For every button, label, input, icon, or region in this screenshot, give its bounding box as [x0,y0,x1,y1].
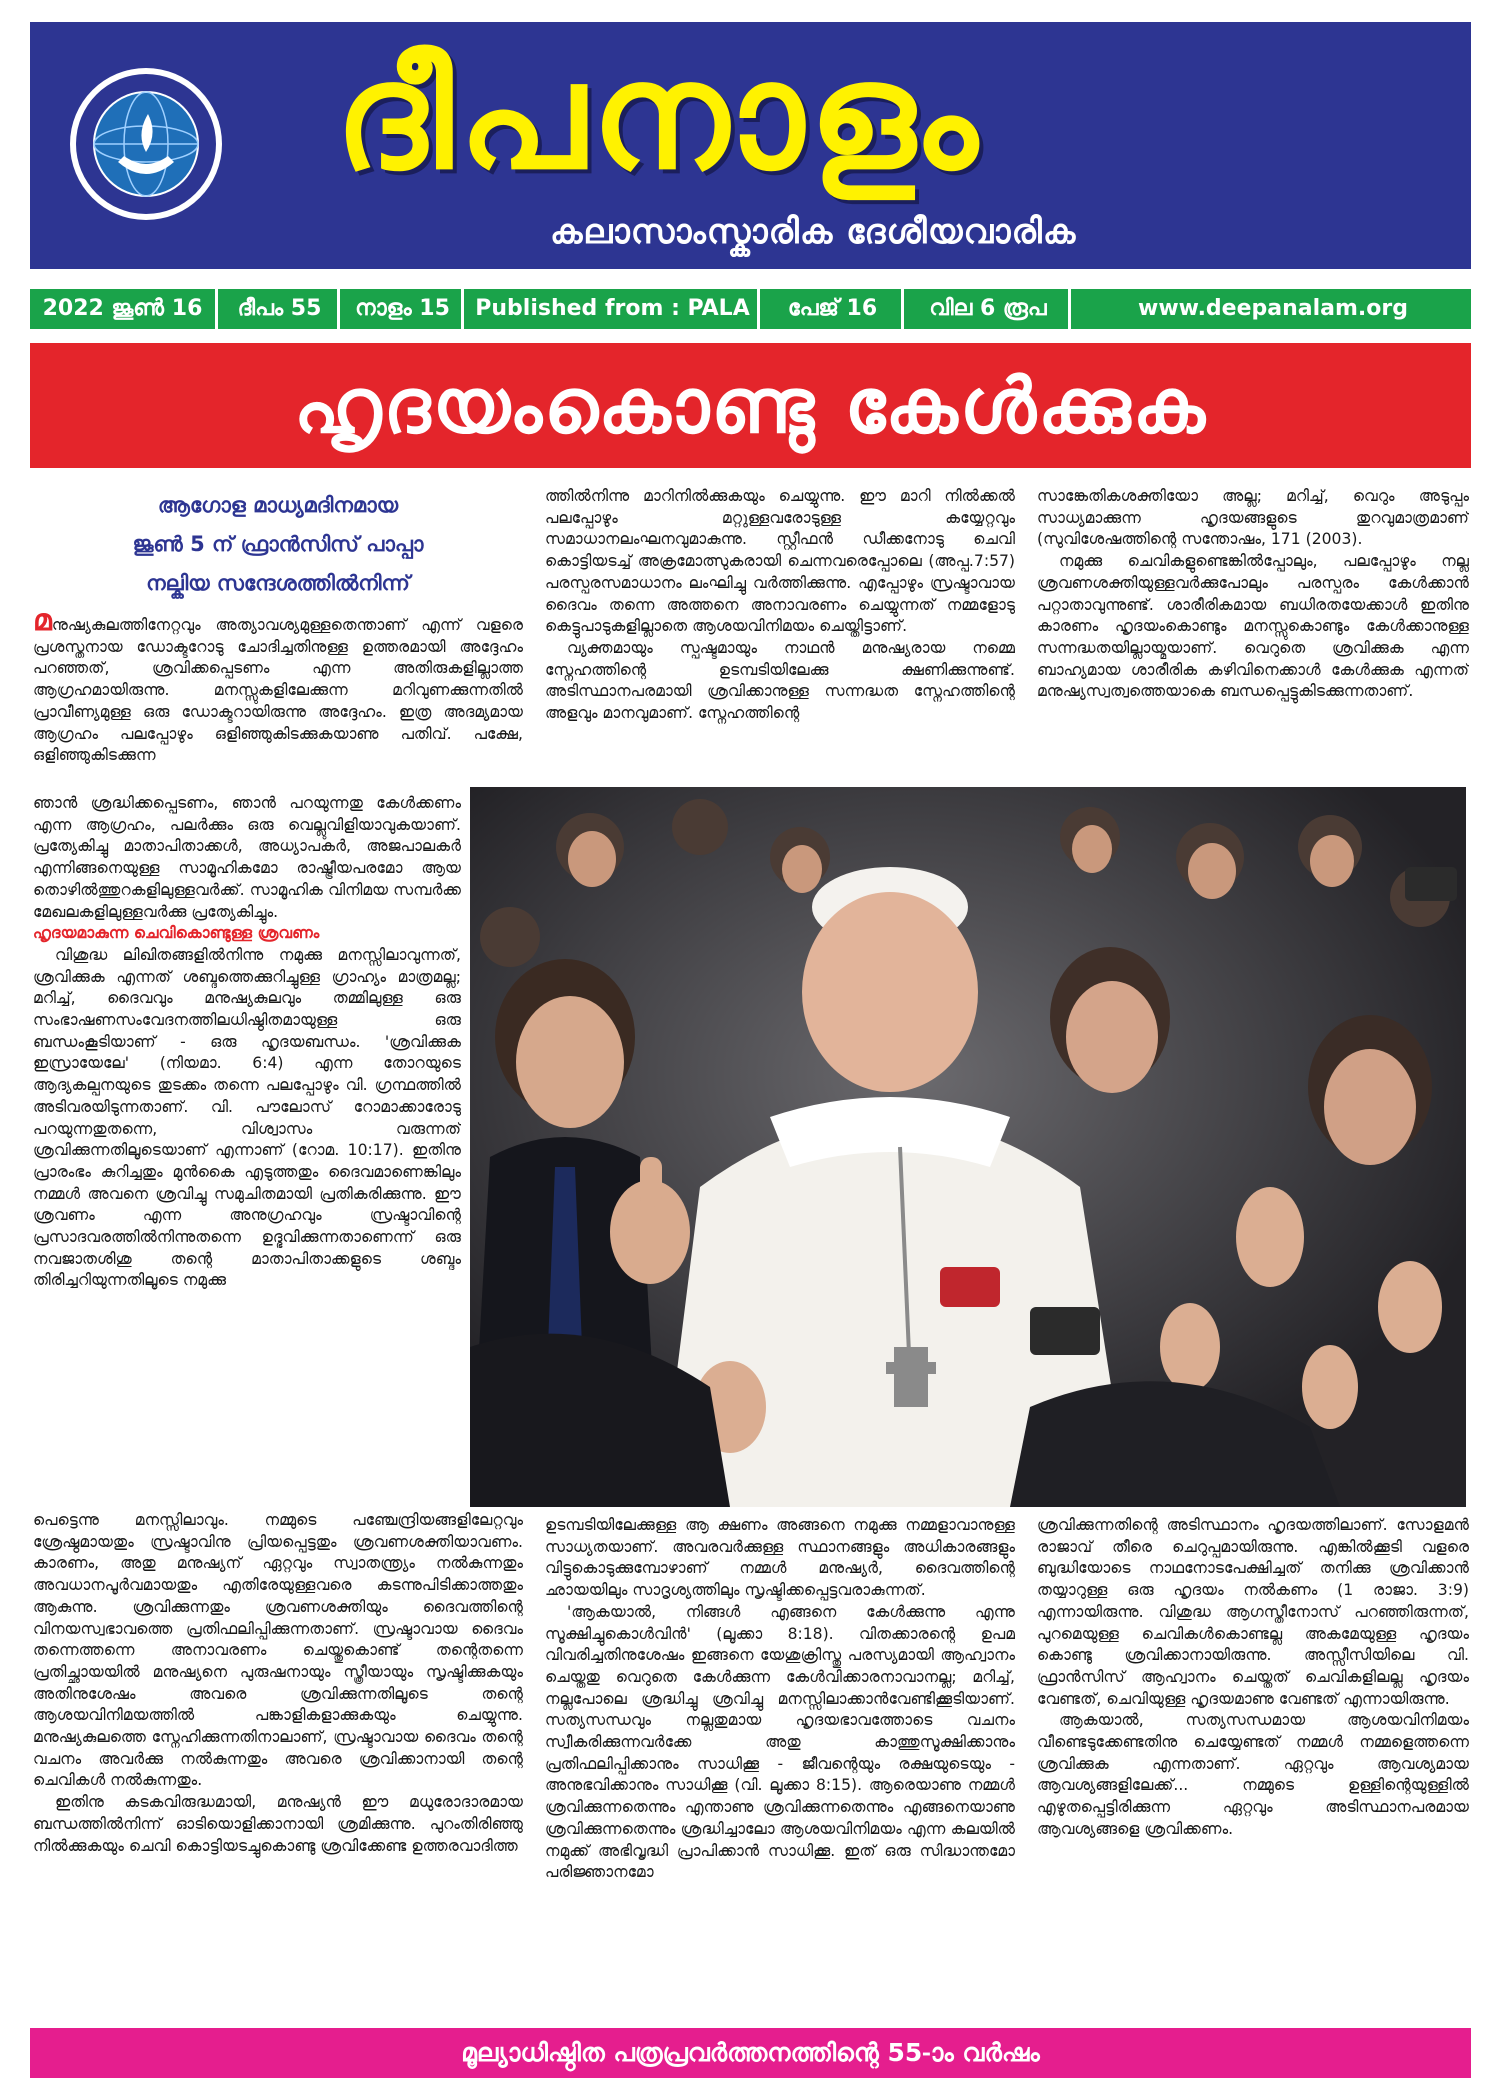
column-1-top [33,610,523,790]
column-3-bottom [1037,1515,1469,2020]
drop-cap: മ [33,610,52,638]
issue-date: 2022 ജൂൺ 16 [30,289,218,329]
column-3-top [1037,486,1469,782]
paragraph: പെട്ടെന്നു മനസ്സിലാവും. നമ്മുടെ പഞ്ചേന്ദ്രിയങ്ങളിലേറ്റവും ശ്രേഷ്ഠമായതും സ്രഷ്ടാവിനു പ്രിയപ്പെട്ടതും ശ്രവണശക്തിയാവണം. കാരണം, അതു മനുഷ്യന് ഏറ്റവും സ്വാതന്ത്ര്യം നൽകുന്നതും അവധാനപൂർവമായതും എതിരേയുള്ളവരെ കടന്നുപിടിക്കാത്തതും ആകുന്നു. ശ്രവിക്കുന്നതും ശ്രവണശക്തിയും ദൈവത്തിന്റെ വിനയസ്വഭാവത്തെ പ്രതിഫലിപ്പിക്കുന്നതാണ്. സ്രഷ്ടാവായ ദൈവം തന്നെത്തന്നെ അനാവരണം ചെയ്തുകൊണ്ട് തന്റെതന്നെ പ്രതിച്ഛായയിൽ മനുഷ്യനെ പുരുഷനായും സ്ത്രീയായും സൃഷ്ടിക്കുകയും അതിനുശേഷം അവരെ ശ്രവിക്കുന്നതിലൂടെ തന്റെ ആശയവിനിമയത്തിൽ പങ്കാളികളാക്കുകയും ചെയ്യുന്നു. മനുഷ്യകുലത്തെ സ്നേഹിക്കുന്നതിനാലാണ്, സ്രഷ്ടാവായ ദൈവം തന്റെ വചനം അവർക്കു നൽകുന്നതും അവരെ ശ്രവിക്കാനായി തന്റെ ചെവികൾ നൽകുന്നതും. [33,1511,523,1790]
paragraph: വ്യക്തമായും സ്പഷ്ടമായും നാഥൻ മനുഷ്യരായ നമ്മെ സ്നേഹത്തിന്റെ ഉടമ്പടിയിലേക്കു ക്ഷണിക്കുന്നുണ്ട്. അടിസ്ഥാനപരമായി ശ്രവിക്കാനുള്ള സന്നദ്ധത സ്നേഹത്തിന്റെ അളവും മാനവുമാണ്. സ്നേഹത്തിന്റെ [545,638,1015,723]
column-1-side [33,793,461,1507]
published-from: Published from : PALA [468,289,760,329]
main-headline: ഹൃദയംകൊണ്ടു കേൾക്കുക [30,343,1471,468]
newspaper-title: ദീപനാളം [335,30,984,202]
issue-volume: ദീപം 55 [222,289,340,329]
footer-banner: മൂല്യാധിഷ്ഠിത പത്രപ്രവർത്തനത്തിന്റെ 55-ാം വർഷം [30,2028,1471,2078]
section-subheading: ഹൃദയമാകുന്ന ചെവികൊണ്ടുള്ള ശ്രവണം [33,924,320,943]
paragraph: സാങ്കേതികശക്തിയോ അല്ല; മറിച്ച്, വെറും അടുപ്പം സാധ്യമാക്കുന്ന ഹൃദയങ്ങളുടെ തുറവുമാത്രമാണ് (സുവിശേഷത്തിന്റെ സന്തോഷം, 171 (2003). [1037,487,1469,549]
column-2-top [545,486,1015,782]
column-1-bottom [33,1510,523,2020]
article-lead-line: ജൂൺ 5 ന് ഫ്രാൻസിസ് പാപ്പാ [132,532,424,556]
issue-info-bar [30,289,1471,329]
masthead [30,22,1471,269]
article-lead-line: നല്കിയ സന്ദേശത്തിൽനിന്ന് [146,571,410,595]
issue-number: നാളം 15 [344,289,464,329]
page-count: പേജ് 16 [764,289,904,329]
paragraph: 'ആകയാൽ, നിങ്ങൾ എങ്ങനെ കേൾക്കുന്നു എന്നു സൂക്ഷിച്ചുകൊൾവിൻ' (ലൂക്കാ 8:18). വിതക്കാരന്റെ ഉപമ വിവരിച്ചതിനുശേഷം ഇങ്ങനെ യേശുക്രിസ്തു പരസ്യമായി ആഹ്വാനം ചെയ്തതു വെറുതെ കേൾക്കുന്ന കേൾവിക്കാരനാവാനല്ല; മറിച്ച്, നല്ലപോലെ ശ്രദ്ധിച്ചു ശ്രവിച്ചു മനസ്സിലാക്കാൻവേണ്ടിക്കൂടിയാണ്. സത്യസന്ധവും നല്ലതുമായ ഹൃദയഭാവത്തോടെ വചനം സ്വീകരിക്കുന്നവർക്കേ അതു കാത്തുസൂക്ഷിക്കാനും പ്രതിഫലിപ്പിക്കാനും സാധിക്കൂ - ജീവന്റെയും രക്ഷയുടെയും - അനുഭവിക്കാനും സാധിക്കൂ (വി. ലൂക്കാ 8:15). ആരെയാണു നമ്മൾ ശ്രവിക്കുന്നതെന്നും എന്താണു ശ്രവിക്കുന്നതെന്നും എങ്ങനെയാണു ശ്രവിക്കുന്നതെന്നും ശ്രദ്ധിച്ചാലോ ആശയവിനിമയം എന്ന കലയിൽ നമുക്ക് അഭിവൃദ്ധി പ്രാപിക്കാൻ സാധിക്കൂ. ഇത് ഒരു സിദ്ധാന്തമോ പരിജ്ഞാനമോ [545,1602,1015,1882]
paragraph: നുഷ്യകുലത്തിനേറ്റവും അത്യാവശ്യമുള്ളതെന്താണ് എന്ന് വളരെ പ്രശസ്തനായ ഡോക്ടറോടു ചോദിച്ചതിനുള്ള ഉത്തരമായി അദ്ദേഹം പറഞ്ഞത്, ശ്രവിക്കപ്പെടണം എന്ന അതിരുകളില്ലാത്ത ആഗ്രഹമായിരുന്നു. മനസ്സുകളിലേക്കുന്ന മറിവുണക്കുന്നതിൽ പ്രാവീണ്യമുള്ള ഒരു ഡോക്ടറായിരുന്നു അദ്ദേഹം. ഇത്ര അദമ്യമായ ആഗ്രഹം പലപ്പോഴും ഒളിഞ്ഞുകിടക്കുകയാണു പതിവ്. പക്ഷേ, ഒളിഞ്ഞുകിടക്കുന്ന [33,616,523,765]
globe-lamp-logo [66,64,226,224]
article-lead [33,486,523,603]
paragraph: ഇതിനു കടകവിരുദ്ധമായി, മനുഷ്യൻ ഈ മധുരോദാരമായ ബന്ധത്തിൽനിന്ന് ഓടിയൊളിക്കാനായി ശ്രമിക്കുന്നു. പുറംതിരിഞ്ഞു നിൽക്കുകയും ചെവി കൊട്ടിയടച്ചുകൊണ്ടു ശ്രവിക്കേണ്ട ഉത്തരവാദിത്ത [33,1793,523,1855]
paragraph: ആകയാൽ, സത്യസന്ധമായ ആശയവിനിമയം വീണ്ടെടുക്കേണ്ടതിനു ചെയ്യേണ്ടത് നമ്മൾ നമ്മളെത്തന്നെ ശ്രവിക്കുക എന്നതാണ്. ഏറ്റവും ആവശ്യമായ ആവശ്യങ്ങളിലേക്ക്... നമ്മുടെ ഉള്ളിന്റെയുള്ളിൽ എഴുതപ്പെട്ടിരിക്കുന്ന ഏറ്റവും അടിസ്ഥാനപരമായ ആവശ്യങ്ങളെ ശ്രവിക്കണം. [1037,1711,1469,1838]
paragraph: ത്തിൽനിന്നു മാറിനിൽക്കുകയും ചെയ്യുന്നു. ഈ മാറി നിൽക്കൽ പലപ്പോഴും മറ്റുള്ളവരോടുള്ള കയ്യേറ്റവും സമാധാനലംഘനവുമാകുന്നു. സ്റ്റീഫൻ ഡീക്കനോടു ചെവി കൊട്ടിയടച്ച് അക്രമോത്സുകരായി ചെന്നവരെപ്പോലെ (അപ്പ.7:57) പരസ്പരസമാധാനം ലംഘിച്ചു വർത്തിക്കുന്നു. എപ്പോഴും സ്രഷ്ടാവായ ദൈവം തന്നെ അത്തനെ അനാവരണം ചെയ്യുന്നത് നമ്മളോടു കെട്ടുപാടുകളില്ലാതെ ആശയവിനിമയം ചെയ്തിട്ടാണ്. [545,487,1015,636]
paragraph: ഉടമ്പടിയിലേക്കുള്ള ആ ക്ഷണം അങ്ങനെ നമുക്കു നമ്മളാവാനുള്ള സാധ്യതയാണ്. അവരവർക്കുള്ള സ്ഥാനങ്ങളും അധികാരങ്ങളും വിട്ടുകൊടുക്കുമ്പോഴാണ് നമ്മൾ മനുഷ്യർ, ദൈവത്തിന്റെ ഛായയിലും സാദൃശ്യത്തിലും സൃഷ്ടിക്കപ്പെട്ടവരാകുന്നത്. [545,1516,1015,1600]
paragraph: ശ്രവിക്കുന്നതിന്റെ അടിസ്ഥാനം ഹൃദയത്തിലാണ്. സോളമൻ രാജാവ് തീരെ ചെറുപ്പമായിരുന്നു. എങ്കിൽക്കൂടി വളരെ ബുദ്ധിയോടെ നാഥനോടപേക്ഷിച്ചത് തനിക്കു ശ്രവിക്കാൻ തയ്യാറുള്ള ഒരു ഹൃദയം നൽകണം (1 രാജാ. 3:9) എന്നായിരുന്നു. വിശുദ്ധ ആഗസ്തീനോസ് പറഞ്ഞിരുന്നത്, പുറമെയുള്ള ചെവികൾകൊണ്ടല്ല അകമേയുള്ള ഹൃദയം കൊണ്ടു ശ്രവിക്കാനായിരുന്നു. അസ്സീസിയിലെ വി. ഫ്രാൻസിസ് ആഹ്വാനം ചെയ്തത് ചെവികളിലല്ല ഹൃദയം വേണ്ടത്, ചെവിയുള്ള ഹൃദയമാണു വേണ്ടത് എന്നായിരുന്നു. [1037,1516,1469,1708]
crowd-illustration [470,787,1466,1507]
issue-price: വില 6 രൂപ [908,289,1071,329]
paragraph: നമുക്കു ചെവികളുണ്ടെങ്കിൽപ്പോലും, പലപ്പോഴും നല്ല ശ്രവണശക്തിയുള്ളവർക്കുപോലും പരസ്പരം കേൾക്കാൻ പറ്റാതാവുന്നുണ്ട്. ശാരീരികമായ ബധിരതയേക്കാൾ ഇതിനു കാരണം ഹൃദയംകൊണ്ടും മനസ്സുകൊണ്ടും കേൾക്കാനുള്ള സന്നദ്ധതയില്ലായ്മയാണ്. വെറുതെ ശ്രവിക്കുക എന്ന ബാഹ്യമായ ശാരീരിക കഴിവിനെക്കാൾ കേൾക്കുക എന്നത് മനുഷ്യസ്വത്വത്തെയാകെ ബന്ധപ്പെട്ടുകിടക്കുന്നതാണ്. [1037,552,1469,701]
column-2-bottom [545,1515,1015,2020]
article-lead-line: ആഗോള മാധ്യമദിനമായ [157,493,399,517]
newspaper-subtitle: കലാസാംസ്കാരിക ദേശീയവാരിക [550,212,1077,252]
website-link[interactable]: www.deepanalam.org [1075,289,1471,329]
paragraph: ഞാൻ ശ്രദ്ധിക്കപ്പെടണം, ഞാൻ പറയുന്നതു കേൾക്കണം എന്ന ആഗ്രഹം, പലർക്കും ഒരു വെല്ലുവിളിയാവുകയാണ്. പ്രത്യേകിച്ചു മാതാപിതാക്കൾ, അധ്യാപകർ, അജപാലകർ എന്നിങ്ങനെയുള്ള സാമൂഹികമോ രാഷ്ട്രീയപരമോ ആയ തൊഴിൽത്തുറകളിലുള്ളവർക്ക്. സാമൂഹിക വിനിമയ സമ്പർക്ക മേഖലകളിലുള്ളവർക്കു പ്രത്യേകിച്ചും. [33,794,461,921]
pope-francis-photo [470,787,1466,1507]
paragraph: വിശുദ്ധ ലിഖിതങ്ങളിൽനിന്നു നമുക്കു മനസ്സിലാവുന്നത്, ശ്രവിക്കുക എന്നത് ശബ്ദത്തെക്കുറിച്ചുള്ള ഗ്രാഹ്യം മാത്രമല്ല; മറിച്ച്, ദൈവവും മനുഷ്യകുലവും തമ്മിലുള്ള ഒരു സംഭാഷണസംവേദനത്തിലധിഷ്ഠിതമായുള്ള ഒരു ബന്ധംകൂടിയാണ് - ഒരു ഹൃദയബന്ധം. 'ശ്രവിക്കുക ഇസ്രായേലേ' (നിയമാ. 6:4) എന്ന തോറയുടെ ആദ്യകല്പനയുടെ തുടക്കം തന്നെ പലപ്പോഴും വി. ഗ്രന്ഥത്തിൽ അടിവരയിടുന്നതാണ്. വി. പൗലോസ് റോമാക്കാരോടു പറയുന്നതുതന്നെ, വിശ്വാസം വരുന്നത് ശ്രവിക്കുന്നതിലൂടെയാണ് എന്നാണ് (റോമ. 10:17). ഇതിനു പ്രാരംഭം കുറിച്ചതും മുൻകൈ എടുത്തതും ദൈവമാണെങ്കിലും നമ്മൾ അവനെ ശ്രവിച്ചു സമുചിതമായി പ്രതികരിക്കുന്നു. ഈ ശ്രവണം എന്ന അനുഗ്രഹവും സ്രഷ്ടാവിന്റെ പ്രസാദവരത്തിൽനിന്നുതന്നെ ഉദ്ഭവിക്കുന്നതാണെന്ന് ഒരു നവജാതശിശു തന്റെ മാതാപിതാക്കളുടെ ശബ്ദം തിരിച്ചറിയുന്നതിലൂടെ നമുക്കു [33,945,461,1290]
